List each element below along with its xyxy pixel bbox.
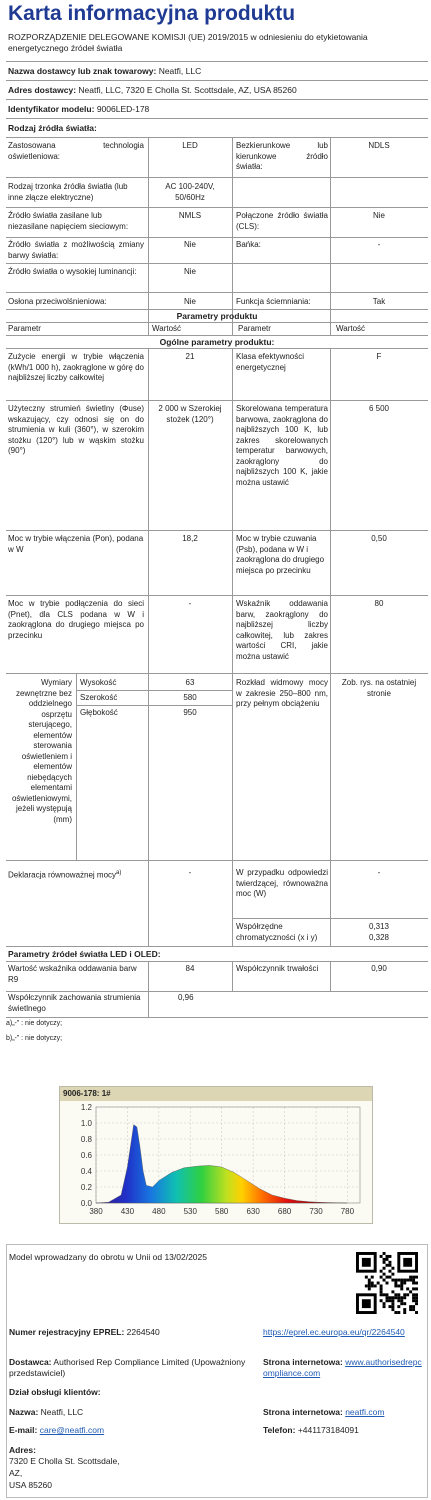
x-tick-label: 680 xyxy=(277,1207,292,1216)
flux-label: Użyteczny strumień świetlny (Φuse) wskazujący, czy odnosi się on do strumienia w kuli (360°), w szerokim stożku (120°) lub w wąskim stożku (90°) xyxy=(8,404,144,455)
maint-value: 0,96 xyxy=(178,993,194,1002)
directional-label: Bezkierunkowe lub kierunkowe źródło światła: xyxy=(236,141,328,171)
chroma-label: Współrzędne chromatyczności (x i y) xyxy=(236,922,318,942)
service-website-link[interactable]: neatfi.com xyxy=(345,1407,385,1417)
service-name: Neatfi, LLC xyxy=(40,1407,84,1417)
anti-glare-value: Nie xyxy=(183,297,196,306)
footnote-b: b)„-” : nie dotyczy; xyxy=(6,1035,63,1042)
pon-value: 18,2 xyxy=(182,534,198,543)
intro-text: Model wprowadzany do obrotu w Unii od 13/02/2025 xyxy=(9,1252,207,1262)
address-line-3: USA 85260 xyxy=(9,1480,53,1490)
survival-label: Współczynnik trwałości xyxy=(236,964,319,973)
address-line-2: AZ, xyxy=(9,1468,23,1478)
col-value-2: Wartość xyxy=(336,324,366,333)
customer-service-heading: Dział obsługi klientów: xyxy=(9,1387,101,1397)
service-website-row: Strona internetowa: neatfi.com xyxy=(263,1407,385,1417)
pnet-label: Moc w trybie podłączenia do sieci (Pnet), dla CLS podana w W i zaokrąglona do drugiego miejsca po przecinku xyxy=(8,599,144,640)
cap-type-value: AC 100-240V, 50/60Hz xyxy=(165,182,215,202)
technology-label: Zastosowana technologia oświetleniowa: xyxy=(8,141,144,161)
survival-value: 0,90 xyxy=(371,964,387,973)
x-tick-label: 730 xyxy=(309,1207,323,1216)
x-tick-label: 780 xyxy=(340,1207,355,1216)
pnet-value: - xyxy=(188,599,192,608)
dimensions-label: Wymiary zewnętrzne bez oddzielnego osprzętu sterującego, elementów sterowania oświetleniem i elementów niebędących elementami oświetleniowymi, jeżeli występują (mm) xyxy=(11,678,72,824)
x-tick-label: 380 xyxy=(89,1207,103,1216)
representative-row: Dostawca: Authorised Rep Compliance Limited (Upoważniony przedstawiciel) xyxy=(9,1357,246,1378)
x-tick-label: 530 xyxy=(183,1207,197,1216)
regulation-text: ROZPORZĄDZENIE DELEGOWANE KOMISJI (UE) 2019/2015 w odniesieniu do etykietowania energetycznego źródeł światła xyxy=(8,32,368,53)
rep-website-link[interactable]: www.authorisedrepcompliance.com xyxy=(263,1357,422,1378)
supplier-address-row: Adres dostawcy: Neatfi, LLC, 7320 E Cholla St. Scottsdale, AZ, USA 85260 xyxy=(8,85,297,95)
dimmable-label: Funkcja ściemniania: xyxy=(236,297,311,306)
depth-label: Głębokość xyxy=(80,708,118,717)
phone-row: Telefon: +441173184091 xyxy=(263,1425,359,1435)
y-tick-label: 0.8 xyxy=(80,1135,92,1144)
col-value-1: Wartość xyxy=(152,324,182,333)
phone-number: +441173184091 xyxy=(297,1425,359,1435)
eq-power-value: - xyxy=(377,868,381,877)
eq-value: - xyxy=(188,868,192,877)
psb-value: 0,50 xyxy=(371,534,387,543)
cls-label: Połączone źródło światła (CLS): xyxy=(236,211,328,231)
product-params-heading: Parametry produktu xyxy=(176,311,258,321)
x-tick-label: 580 xyxy=(215,1207,229,1216)
email-row: E-mail: care@neatfi.com xyxy=(9,1425,105,1435)
led-params-heading: Parametry źródeł światła LED i OLED: xyxy=(8,949,161,959)
spectrum-title: 9006-178: 1# xyxy=(60,1087,372,1101)
chroma-y: 0,328 xyxy=(368,933,390,942)
eq-label: Deklaracja równoważnej mocy$^{a)}$ xyxy=(8,870,122,880)
eq-power-label: W przypadku odpowiedzi twierdzącej, równoważna moc (W) xyxy=(236,868,328,898)
model-id: 9006LED-178 xyxy=(96,104,150,114)
cls-value: Nie xyxy=(372,211,385,220)
x-tick-label: 480 xyxy=(152,1207,166,1216)
envelope-label: Bańka: xyxy=(236,240,261,249)
technology-value: LED xyxy=(182,141,198,150)
dimmable-value: Tak xyxy=(372,297,386,306)
mains-label: Źródło światła zasilane lub niezasilane napięciem sieciowym: xyxy=(8,211,129,231)
spectrum-svg xyxy=(60,1101,372,1223)
psb-label: Moc w trybie czuwania (Psb), podana w W i zaokrąglona do drugiego miejsca po przecinku xyxy=(236,534,325,575)
pon-label: Moc w trybie włączenia (Pon), podana w W xyxy=(8,534,144,554)
cri-value: 80 xyxy=(374,599,384,608)
class-label: Klasa efektywności energetycznej xyxy=(236,352,305,372)
col-param-1: Parametr xyxy=(8,324,41,333)
email-link[interactable]: care@neatfi.com xyxy=(39,1425,105,1435)
supplier-name: Neatfi, LLC xyxy=(158,66,202,76)
x-tick-label: 630 xyxy=(246,1207,260,1216)
y-tick-label: 0.0 xyxy=(80,1199,92,1208)
y-tick-label: 0.6 xyxy=(80,1151,92,1160)
r9-value: 84 xyxy=(185,964,195,973)
energy-value: 21 xyxy=(185,352,195,361)
cap-type-label: Rodzaj trzonka źródła światła (lub inne złącze elektryczne) xyxy=(8,182,128,202)
directional-value: NDLS xyxy=(368,141,390,150)
eprel-link[interactable]: https://eprel.ec.europa.eu/qr/2264540 xyxy=(263,1327,405,1337)
tunable-value: Nie xyxy=(183,240,196,249)
y-tick-label: 0.4 xyxy=(80,1167,92,1176)
service-name-row: Nazwa: Neatfi, LLC xyxy=(9,1407,84,1417)
cct-value: 6 500 xyxy=(368,404,390,413)
eprel-row: Numer rejestracyjny EPREL: 2264540 xyxy=(9,1327,160,1337)
spd-value: Zob. rys. na ostatniej stronie xyxy=(341,678,417,698)
flux-value: 2 000 w Szerokiej stożek (120°) xyxy=(158,404,222,424)
mains-value: NMLS xyxy=(178,211,202,220)
qr-code-icon[interactable] xyxy=(356,1252,418,1314)
x-tick-label: 430 xyxy=(120,1207,135,1216)
cct-label: Skorelowana temperatura barwowa, zaokrąglona do najbliższych 100 K, lub zakres skorelowanych temperatur barwowych, zaokrąglony do najbliższych 100 K, jakie można ustawić xyxy=(236,404,328,487)
width-value: 580 xyxy=(183,693,197,702)
high-luminance-value: Nie xyxy=(183,267,196,276)
col-param-2: Parametr xyxy=(238,324,271,333)
spd-label: Rozkład widmowy mocy w zakresie 250–800 nm, przy pełnym obciążeniu xyxy=(236,678,328,708)
footnote-a: a)„-” : nie dotyczy; xyxy=(6,1020,63,1027)
eprel-number: 2264540 xyxy=(126,1327,160,1337)
depth-value: 950 xyxy=(183,708,197,717)
rep-website-row: Strona internetowa: www.authorisedrepcompliance.com xyxy=(263,1357,422,1378)
chroma-x: 0,313 xyxy=(368,922,390,931)
height-label: Wysokość xyxy=(80,678,117,687)
spectrum-chart xyxy=(59,1086,373,1224)
high-luminance-label: Źródło światła o wysokiej luminancji: xyxy=(8,267,137,276)
tunable-label: Źródło światła z możliwością zmiany barwy światła: xyxy=(8,240,144,260)
source-type-heading: Rodzaj źródła światła: xyxy=(8,123,97,133)
representative-name: Authorised Rep Compliance Limited (Upoważniony przedstawiciel) xyxy=(9,1357,246,1378)
general-params-heading: Ogólne parametry produktu: xyxy=(159,337,275,347)
y-tick-label: 1.2 xyxy=(80,1103,92,1112)
supplier-address: Neatfi, LLC, 7320 E Cholla St. Scottsdale, AZ, USA 85260 xyxy=(78,85,297,95)
envelope-value: - xyxy=(377,240,381,249)
height-value: 63 xyxy=(185,678,195,687)
supplier-name-row: Nazwa dostawcy lub znak towarowy: Neatfi, LLC xyxy=(8,66,202,76)
anti-glare-label: Osłona przeciwolśnieniowa: xyxy=(8,297,107,306)
address-label: Adres: xyxy=(9,1445,36,1455)
address-line-1: 7320 E Cholla St. Scottsdale, xyxy=(9,1456,120,1466)
maint-label: Współczynnik zachowania strumienia świetlnego xyxy=(8,993,141,1013)
y-tick-label: 1.0 xyxy=(80,1119,92,1128)
class-value: F xyxy=(376,352,382,361)
y-tick-label: 0.2 xyxy=(80,1183,92,1192)
model-row: Identyfikator modelu: 9006LED-178 xyxy=(8,104,150,114)
cri-label: Wskaźnik oddawania barw, zaokrąglony do najbliższej liczby całkowitej, lub zakres wartości CRI, jakie można ustawić xyxy=(236,599,328,661)
width-label: Szerokość xyxy=(80,693,118,702)
r9-label: Wartość wskaźnika oddawania barw R9 xyxy=(8,964,137,984)
page-title: Karta informacyjna produktu xyxy=(8,2,296,25)
energy-label: Zużycie energii w trybie włączenia (kWh/1 000 h), zaokrąglone w górę do najbliższej liczby całkowitej xyxy=(8,352,144,382)
